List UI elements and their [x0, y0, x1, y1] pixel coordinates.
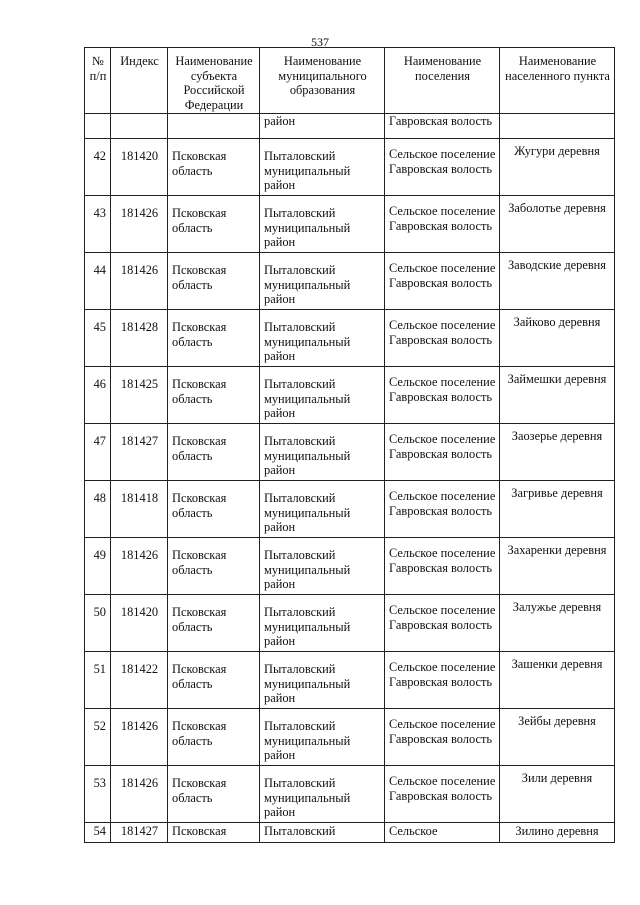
table-row: [85, 139, 615, 196]
cell-settlement: Сельское поселение Гавровская волость: [385, 310, 500, 367]
cell-num: 50: [85, 595, 111, 652]
cell-num: 45: [85, 310, 111, 367]
cell-subject: Псковская область: [168, 196, 260, 253]
cell-municipality: Пыталовский: [260, 823, 385, 843]
cell-num: 42: [85, 139, 111, 196]
cell-num: 44: [85, 253, 111, 310]
cell-num: 49: [85, 538, 111, 595]
cell-settlement: Сельское поселение Гавровская волость: [385, 424, 500, 481]
table-row: [85, 310, 615, 367]
cell-index: 181427: [111, 424, 168, 481]
cell-subject: Псковская область: [168, 766, 260, 823]
cell-num: 53: [85, 766, 111, 823]
cell-locality: [500, 114, 615, 139]
cell-locality: Загривье деревня: [500, 481, 615, 538]
cell-municipality: Пыталовский муниципальный район: [260, 538, 385, 595]
cell-municipality: Пыталовский муниципальный район: [260, 481, 385, 538]
header-settlement: Наименование поселения: [385, 48, 500, 114]
continuation-row: [85, 114, 615, 139]
header-locality: Наименование населенного пункта: [500, 48, 615, 114]
table-row: [85, 595, 615, 652]
cell-index: 181426: [111, 196, 168, 253]
cell-index: 181427: [111, 823, 168, 843]
table-header-row: [85, 48, 615, 114]
cell-municipality: Пыталовский муниципальный район: [260, 196, 385, 253]
cell-locality: Зайково деревня: [500, 310, 615, 367]
cell-settlement: Сельское поселение Гавровская волость: [385, 538, 500, 595]
cell-index: 181420: [111, 139, 168, 196]
cell-subject: Псковская область: [168, 139, 260, 196]
cell-settlement: Сельское поселение Гавровская волость: [385, 139, 500, 196]
cell-municipality: Пыталовский муниципальный район: [260, 367, 385, 424]
header-num: № п/п: [85, 48, 111, 114]
cell-num: 48: [85, 481, 111, 538]
cell-index: [111, 114, 168, 139]
cell-num: 52: [85, 709, 111, 766]
cell-locality: Залужье деревня: [500, 595, 615, 652]
cell-locality: Заозерье деревня: [500, 424, 615, 481]
cell-subject: Псковская область: [168, 367, 260, 424]
cell-settlement: Сельское поселение Гавровская волость: [385, 709, 500, 766]
cell-settlement: Сельское поселение Гавровская волость: [385, 367, 500, 424]
cell-index: 181426: [111, 253, 168, 310]
table-row: [85, 481, 615, 538]
cell-subject: Псковская область: [168, 595, 260, 652]
cell-subject: [168, 114, 260, 139]
cell-subject: Псковская область: [168, 424, 260, 481]
cell-settlement: Сельское поселение Гавровская волость: [385, 766, 500, 823]
cell-num: 46: [85, 367, 111, 424]
cell-locality: Зилино деревня: [500, 823, 615, 843]
table-row: [85, 253, 615, 310]
cell-locality: Зили деревня: [500, 766, 615, 823]
cell-index: 181428: [111, 310, 168, 367]
cell-settlement: Гавровская волость: [385, 114, 500, 139]
cell-subject: Псковская область: [168, 481, 260, 538]
cell-settlement: Сельское: [385, 823, 500, 843]
cell-municipality: Пыталовский муниципальный район: [260, 424, 385, 481]
cell-index: 181426: [111, 538, 168, 595]
page-number: 537: [311, 35, 329, 49]
localities-table: [84, 47, 615, 843]
cell-municipality: Пыталовский муниципальный район: [260, 766, 385, 823]
cell-settlement: Сельское поселение Гавровская волость: [385, 652, 500, 709]
cell-municipality: Пыталовский муниципальный район: [260, 709, 385, 766]
cell-municipality: Пыталовский муниципальный район: [260, 595, 385, 652]
cell-municipality: Пыталовский муниципальный район: [260, 139, 385, 196]
cell-index: 181418: [111, 481, 168, 538]
cell-locality: Зейбы деревня: [500, 709, 615, 766]
cell-locality: Займешки деревня: [500, 367, 615, 424]
cell-settlement: Сельское поселение Гавровская волость: [385, 253, 500, 310]
cell-subject: Псковская область: [168, 253, 260, 310]
cell-settlement: Сельское поселение Гавровская волость: [385, 595, 500, 652]
table-row: [85, 652, 615, 709]
table-row: [85, 367, 615, 424]
cell-municipality: Пыталовский муниципальный район: [260, 253, 385, 310]
cell-subject: Псковская область: [168, 709, 260, 766]
cell-municipality: Пыталовский муниципальный район: [260, 310, 385, 367]
cell-num: 43: [85, 196, 111, 253]
cell-locality: Заводские деревня: [500, 253, 615, 310]
cell-municipality: Пыталовский муниципальный район: [260, 652, 385, 709]
table-row: [85, 196, 615, 253]
cell-index: 181422: [111, 652, 168, 709]
header-index: Индекс: [111, 48, 168, 114]
header-municipality: Наименование муниципального образования: [260, 48, 385, 114]
cell-subject: Псковская область: [168, 652, 260, 709]
table-row: [85, 424, 615, 481]
cell-subject: Псковская область: [168, 310, 260, 367]
table-row: [85, 538, 615, 595]
cell-locality: Захаренки деревня: [500, 538, 615, 595]
table-row-partial: [85, 823, 615, 843]
cell-municipality: район: [260, 114, 385, 139]
cell-settlement: Сельское поселение Гавровская волость: [385, 481, 500, 538]
cell-settlement: Сельское поселение Гавровская волость: [385, 196, 500, 253]
cell-subject: Псковская: [168, 823, 260, 843]
cell-locality: Жугури деревня: [500, 139, 615, 196]
cell-index: 181420: [111, 595, 168, 652]
cell-num: 51: [85, 652, 111, 709]
cell-index: 181426: [111, 766, 168, 823]
table-row: [85, 766, 615, 823]
cell-index: 181426: [111, 709, 168, 766]
cell-num: [85, 114, 111, 139]
cell-num: 47: [85, 424, 111, 481]
cell-index: 181425: [111, 367, 168, 424]
table-row: [85, 709, 615, 766]
header-subject: Наименование субъекта Российской Федерации: [168, 48, 260, 114]
cell-subject: Псковская область: [168, 538, 260, 595]
cell-num: 54: [85, 823, 111, 843]
cell-locality: Зашенки деревня: [500, 652, 615, 709]
cell-locality: Заболотье деревня: [500, 196, 615, 253]
